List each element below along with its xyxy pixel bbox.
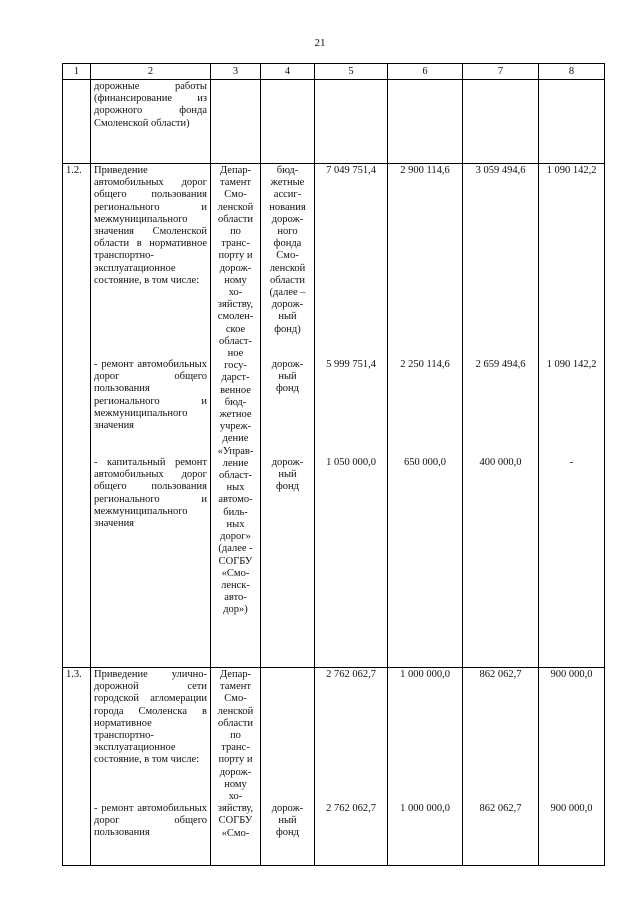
cell-line: учреж- — [219, 421, 252, 433]
cell-line: «Смо- — [221, 827, 250, 839]
cell-line: (далее – — [269, 287, 306, 299]
cell-line: нования — [269, 201, 306, 213]
cell-line: дорог» — [220, 531, 251, 543]
subrow-source-line: фонд — [275, 383, 299, 395]
subrow-source-line: дорож- — [271, 457, 304, 468]
row-id — [63, 80, 91, 164]
column-header: 1 — [63, 64, 91, 80]
value-cell: 5 999 751,4 — [326, 359, 376, 370]
cell-line: госу- — [224, 360, 247, 372]
cell-line: тамент — [220, 177, 251, 189]
value-column-5 — [315, 164, 388, 668]
cell-line: (далее - — [218, 543, 253, 555]
subrow-source — [264, 803, 311, 840]
value-cell: 1 090 142,2 — [546, 165, 597, 176]
cell-line: област- — [219, 470, 252, 482]
cell-line: порту и — [218, 754, 253, 766]
subrow-source-line: ный — [278, 815, 297, 827]
value-cell: 862 062,7 — [479, 803, 522, 814]
cell-line: дарст- — [221, 372, 250, 384]
row-name-cell — [91, 164, 211, 668]
subrow-source-line: дорож- — [271, 803, 304, 814]
cell-line: авто- — [224, 592, 247, 604]
value-cell: 2 250 114,6 — [400, 359, 450, 370]
value-column-7 — [463, 668, 539, 866]
table-row — [63, 164, 605, 668]
cell-line: области — [269, 274, 306, 286]
cell-line: бюд- — [224, 396, 247, 408]
cell-line: ное — [227, 348, 244, 360]
column-header: 4 — [261, 64, 315, 80]
column-header: 3 — [211, 64, 261, 80]
value-column-7 — [463, 164, 539, 668]
cell-line: ленск- — [221, 579, 250, 591]
cell-line: СОГБУ — [218, 555, 253, 567]
cell-line: Смо- — [276, 250, 299, 262]
cell-line: област- — [219, 335, 252, 347]
cell-line: ному — [224, 274, 247, 286]
cell-line: дор») — [223, 604, 248, 616]
value-cell: 400 000,0 — [479, 457, 522, 468]
cell-line: зяйству, — [217, 299, 254, 311]
value-cell: 1 000 000,0 — [400, 669, 450, 680]
value-cell: 2 762 062,7 — [326, 669, 376, 680]
cell-line: области — [217, 213, 254, 225]
row-source — [264, 669, 311, 803]
cell-line: хо- — [228, 791, 243, 803]
value-cell: 7 049 751,4 — [326, 165, 376, 176]
cell-line: ный — [278, 311, 297, 323]
value-cell: 650 000,0 — [404, 457, 446, 468]
cell-line: ному — [224, 778, 247, 790]
row-source-cell — [261, 668, 315, 866]
subrow-source — [264, 457, 311, 494]
value-column-6 — [388, 164, 463, 668]
cell-line: ленской — [269, 262, 306, 274]
subrow-source-line: фонд — [275, 827, 299, 839]
cell-line: жетные — [270, 177, 305, 189]
column-header: 7 — [463, 64, 539, 80]
cell-line: «Управ- — [217, 445, 254, 457]
program-table — [62, 63, 605, 866]
row-executor — [211, 80, 261, 164]
cell-line: бюд- — [276, 165, 299, 176]
cell-line: венное — [220, 384, 251, 396]
column-header: 6 — [388, 64, 463, 80]
cell-line: по — [230, 226, 241, 238]
value-column-8 — [539, 668, 605, 866]
value-cell: 1 090 142,2 — [546, 359, 597, 370]
cell-line: смолен- — [217, 311, 254, 323]
cell-line: автомо- — [218, 494, 253, 506]
cell-line: Смо- — [224, 693, 247, 705]
row-source-cell — [261, 164, 315, 668]
cell-line: по — [230, 730, 241, 742]
cell-line: зяйству, — [217, 803, 254, 815]
value-cell: 900 000,0 — [550, 669, 593, 680]
value-cell: 862 062,7 — [479, 669, 522, 680]
subrow-name: - ремонт автомобильных дорог общего пользования регионального и межмуниципального значения — [94, 359, 207, 432]
column-header: 5 — [315, 64, 388, 80]
value-cell — [539, 80, 605, 164]
value-cell: 2 900 114,6 — [400, 165, 450, 176]
value-column-5 — [315, 668, 388, 866]
cell-line: ление — [222, 457, 249, 469]
value-cell: - — [569, 457, 574, 468]
row-source — [261, 80, 315, 164]
row-executor — [211, 164, 261, 668]
cell-line: дорож- — [219, 766, 252, 778]
cell-line: ленской — [217, 201, 254, 213]
row-name: дорожные работы (финансирование из дорожного фонда Смоленской области) — [91, 80, 211, 164]
row-id: 1.2. — [63, 164, 91, 668]
cell-line: хо- — [228, 287, 243, 299]
table-header-row — [63, 64, 605, 80]
cell-line: ское — [225, 323, 246, 335]
subrow-source-line: дорож- — [271, 359, 304, 370]
cell-line: Депар- — [220, 669, 251, 680]
value-column-8 — [539, 164, 605, 668]
value-cell: 2 659 494,6 — [475, 359, 526, 370]
cell-line: дорож- — [219, 262, 252, 274]
table-row — [63, 668, 605, 866]
cell-line: фонда — [273, 238, 302, 250]
row-name: Приведение улично-дорожной сети городской агломерации города Смоленска в нормативное транспортно-эксплуатационное состояние, в том числе: — [94, 669, 207, 766]
cell-line: Депар- — [220, 165, 251, 176]
value-cell — [388, 80, 463, 164]
row-id: 1.3. — [63, 668, 91, 866]
cell-line: ленской — [217, 705, 254, 717]
cell-line: СОГБУ — [218, 815, 253, 827]
subrow-name: - ремонт автомобильных дорог общего пользования — [94, 803, 207, 839]
cell-line: Смо- — [224, 189, 247, 201]
subrow-name: - капитальный ремонт автомобильных дорог общего пользования регионального и межмуниципального значения — [94, 457, 207, 530]
subrow-source — [264, 359, 311, 457]
subrow-source-line: фонд — [275, 481, 299, 493]
cell-line: транс- — [221, 238, 250, 250]
cell-line: ных — [226, 518, 245, 530]
cell-line: дение — [222, 433, 249, 445]
column-header: 2 — [91, 64, 211, 80]
value-cell — [315, 80, 388, 164]
row-name: Приведение автомобильных дорог общего пользования регионального и межмуниципального значения Смоленской области в нормативное транспортно-эксплуатационное состояние, в том числе: — [94, 165, 207, 286]
cell-line: тамент — [220, 681, 251, 693]
value-cell: 3 059 494,6 — [475, 165, 526, 176]
cell-line: ного — [277, 226, 298, 238]
row-executor — [211, 668, 261, 866]
table-row — [63, 80, 605, 164]
value-cell: 900 000,0 — [550, 803, 593, 814]
cell-line: ассиг- — [273, 189, 302, 201]
row-source — [264, 165, 311, 359]
cell-line: области — [217, 717, 254, 729]
page-number: 21 — [314, 37, 326, 49]
row-name-cell — [91, 668, 211, 866]
value-cell: 1 000 000,0 — [400, 803, 450, 814]
cell-line: ных — [226, 482, 245, 494]
value-cell: 1 050 000,0 — [326, 457, 376, 468]
cell-line: фонд) — [274, 323, 301, 335]
value-cell — [463, 80, 539, 164]
subrow-source-line: ный — [278, 371, 297, 383]
column-header: 8 — [539, 64, 605, 80]
cell-line: порту и — [218, 250, 253, 262]
value-column-6 — [388, 668, 463, 866]
subrow-source-line: ный — [278, 469, 297, 481]
cell-line: биль- — [223, 506, 248, 518]
cell-line: дорож- — [271, 213, 304, 225]
cell-line: дорож- — [271, 299, 304, 311]
cell-line: транс- — [221, 742, 250, 754]
cell-line: «Смо- — [221, 567, 250, 579]
cell-line: жетное — [219, 409, 252, 421]
value-cell: 2 762 062,7 — [326, 803, 376, 814]
